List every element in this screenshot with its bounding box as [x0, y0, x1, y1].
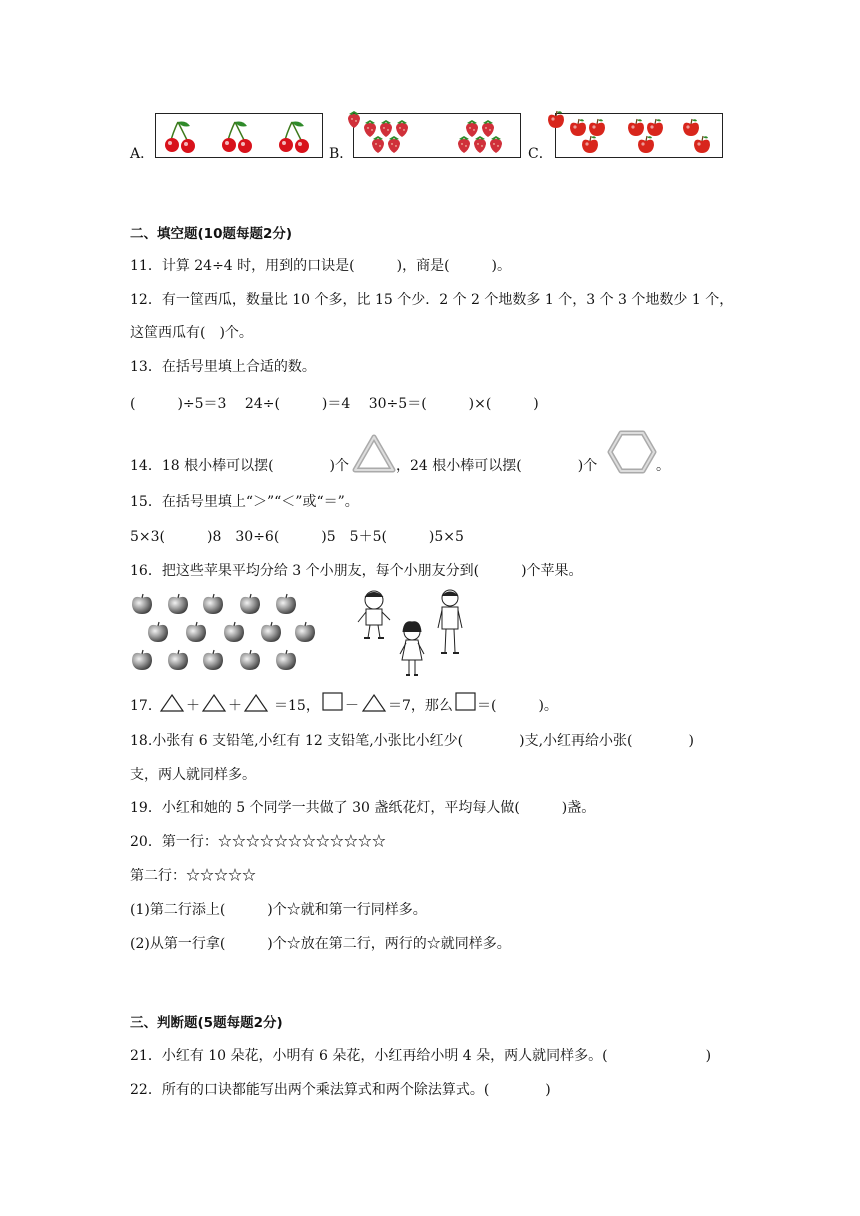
question-18-line-1: 18.小张有 6 支铅笔,小红有 12 支铅笔,小张比小红少( )支,小红再给小张( ): [130, 733, 694, 749]
question-17-minus: －: [345, 698, 359, 714]
option-c-label: C．: [528, 146, 553, 162]
children-icon: [352, 588, 472, 680]
option-b-label: B．: [329, 146, 354, 162]
question-17-plus-1: ＋: [186, 698, 200, 714]
question-18-line-2: 支，两人就同样多。: [130, 767, 256, 783]
section-2-title: 二、填空题(10题每题2分): [130, 226, 293, 242]
apple-icon: [556, 114, 722, 157]
question-17-answer: ＝( )。: [477, 698, 558, 714]
question-15-fill: 5×3( )8 30÷6( )5 5＋5( )5×5: [130, 529, 464, 545]
question-20-row-1: 20．第一行：☆☆☆☆☆☆☆☆☆☆☆☆: [130, 834, 386, 850]
question-11: 11．计算 24÷4 时，用到的口诀是( )，商是( )。: [130, 258, 512, 274]
question-14-part-a: 14．18 根小棒可以摆( )个: [130, 458, 350, 474]
question-17-number: 17．: [130, 698, 162, 714]
gray-apples-icon: [130, 592, 330, 674]
option-a-label: A．: [130, 146, 155, 162]
question-12-line-1: 12．有一筐西瓜，数量比 10 个多，比 15 个少．2 个 2 个地数多 1 个，3 个 3 个地数少 1 个，: [130, 292, 734, 308]
cherry-icon: [156, 114, 322, 157]
question-13-fill: ( )÷5＝3 24÷( )＝4 30÷5＝( )×( ): [130, 396, 539, 412]
option-a-box: [155, 113, 323, 158]
question-20-row-2: 第二行：☆☆☆☆☆: [130, 868, 256, 884]
triangle-icon: [243, 693, 269, 713]
hexagon-sticks-icon: [607, 430, 657, 474]
question-17-equals-15: ＝15，: [274, 698, 320, 714]
question-22: 22．所有的口诀都能写出两个乘法算式和两个除法算式。( ): [130, 1082, 551, 1098]
square-icon: [455, 692, 477, 712]
strawberry-icon: [354, 114, 520, 157]
option-c-box: [555, 113, 723, 158]
square-icon: [322, 692, 344, 712]
question-21: 21．小红有 10 朵花，小明有 6 朵花，小红再给小明 4 朵，两人就同样多。( ): [130, 1048, 712, 1064]
option-b-box: [353, 113, 521, 158]
question-13: 13．在括号里填上合适的数。: [130, 359, 316, 375]
triangle-icon: [159, 693, 185, 713]
question-12-line-2: 这筐西瓜有( )个。: [130, 325, 253, 341]
question-20-part-1: (1)第二行添上( )个☆就和第一行同样多。: [130, 902, 427, 918]
question-20-part-2: (2)从第一行拿( )个☆放在第二行，两行的☆就同样多。: [130, 936, 511, 952]
question-14-part-b: ，24 根小棒可以摆( )个: [396, 458, 598, 474]
triangle-icon: [361, 693, 387, 713]
triangle-sticks-icon: [352, 434, 396, 474]
question-19: 19．小红和她的 5 个同学一共做了 30 盏纸花灯，平均每人做( )盏。: [130, 800, 596, 816]
question-17-equals-7: ＝7，那么: [388, 698, 453, 714]
section-3-title: 三、判断题(5题每题2分): [130, 1015, 283, 1031]
triangle-icon: [201, 693, 227, 713]
question-16: 16．把这些苹果平均分给 3 个小朋友，每个小朋友分到( )个苹果。: [130, 563, 583, 579]
question-14-part-c: 。: [656, 458, 670, 474]
question-15: 15．在括号里填上“＞”“＜”或“＝”。: [130, 494, 359, 510]
question-17-plus-2: ＋: [228, 698, 242, 714]
